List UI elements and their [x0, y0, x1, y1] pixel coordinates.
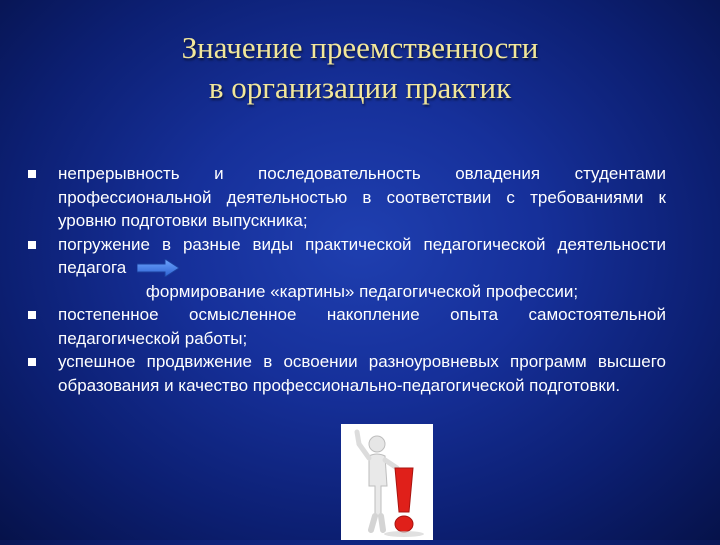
list-item-text: постепенное осмысленное накопление опыта самостоятельной педагогической работы;: [58, 305, 666, 348]
list-item-text: погружение в разные виды практической педагогической деятельности педагога: [58, 234, 666, 277]
bullet-list: [26, 162, 666, 397]
bullet-square-icon: [28, 241, 36, 249]
list-item: [26, 303, 666, 350]
title-line-1: Значение преемственности: [181, 30, 539, 65]
bullet-square-icon: [28, 311, 36, 319]
title-line-2: в организации практик: [208, 70, 512, 105]
list-item: [26, 233, 666, 280]
person-exclamation-illustration: [341, 424, 433, 540]
bullet-square-icon: [28, 170, 36, 178]
right-arrow-icon: [137, 259, 179, 277]
person-exclamation-icon: [341, 424, 433, 540]
list-item: [26, 350, 666, 397]
list-item: [26, 162, 666, 233]
list-item-text: непрерывность и последовательность овладения студентами профессиональной деятельностью в соответствии с требованиями к уровню подготовки выпускника;: [58, 164, 666, 230]
list-item-continuation: формирование «картины» педагогической профессии;: [145, 281, 579, 301]
bullet-square-icon: [28, 358, 36, 366]
list-item-text: успешное продвижение в освоении разноуровневых программ высшего образования и качество профессионально-педагогической подготовки.: [58, 352, 666, 395]
slide-title: [0, 28, 720, 108]
